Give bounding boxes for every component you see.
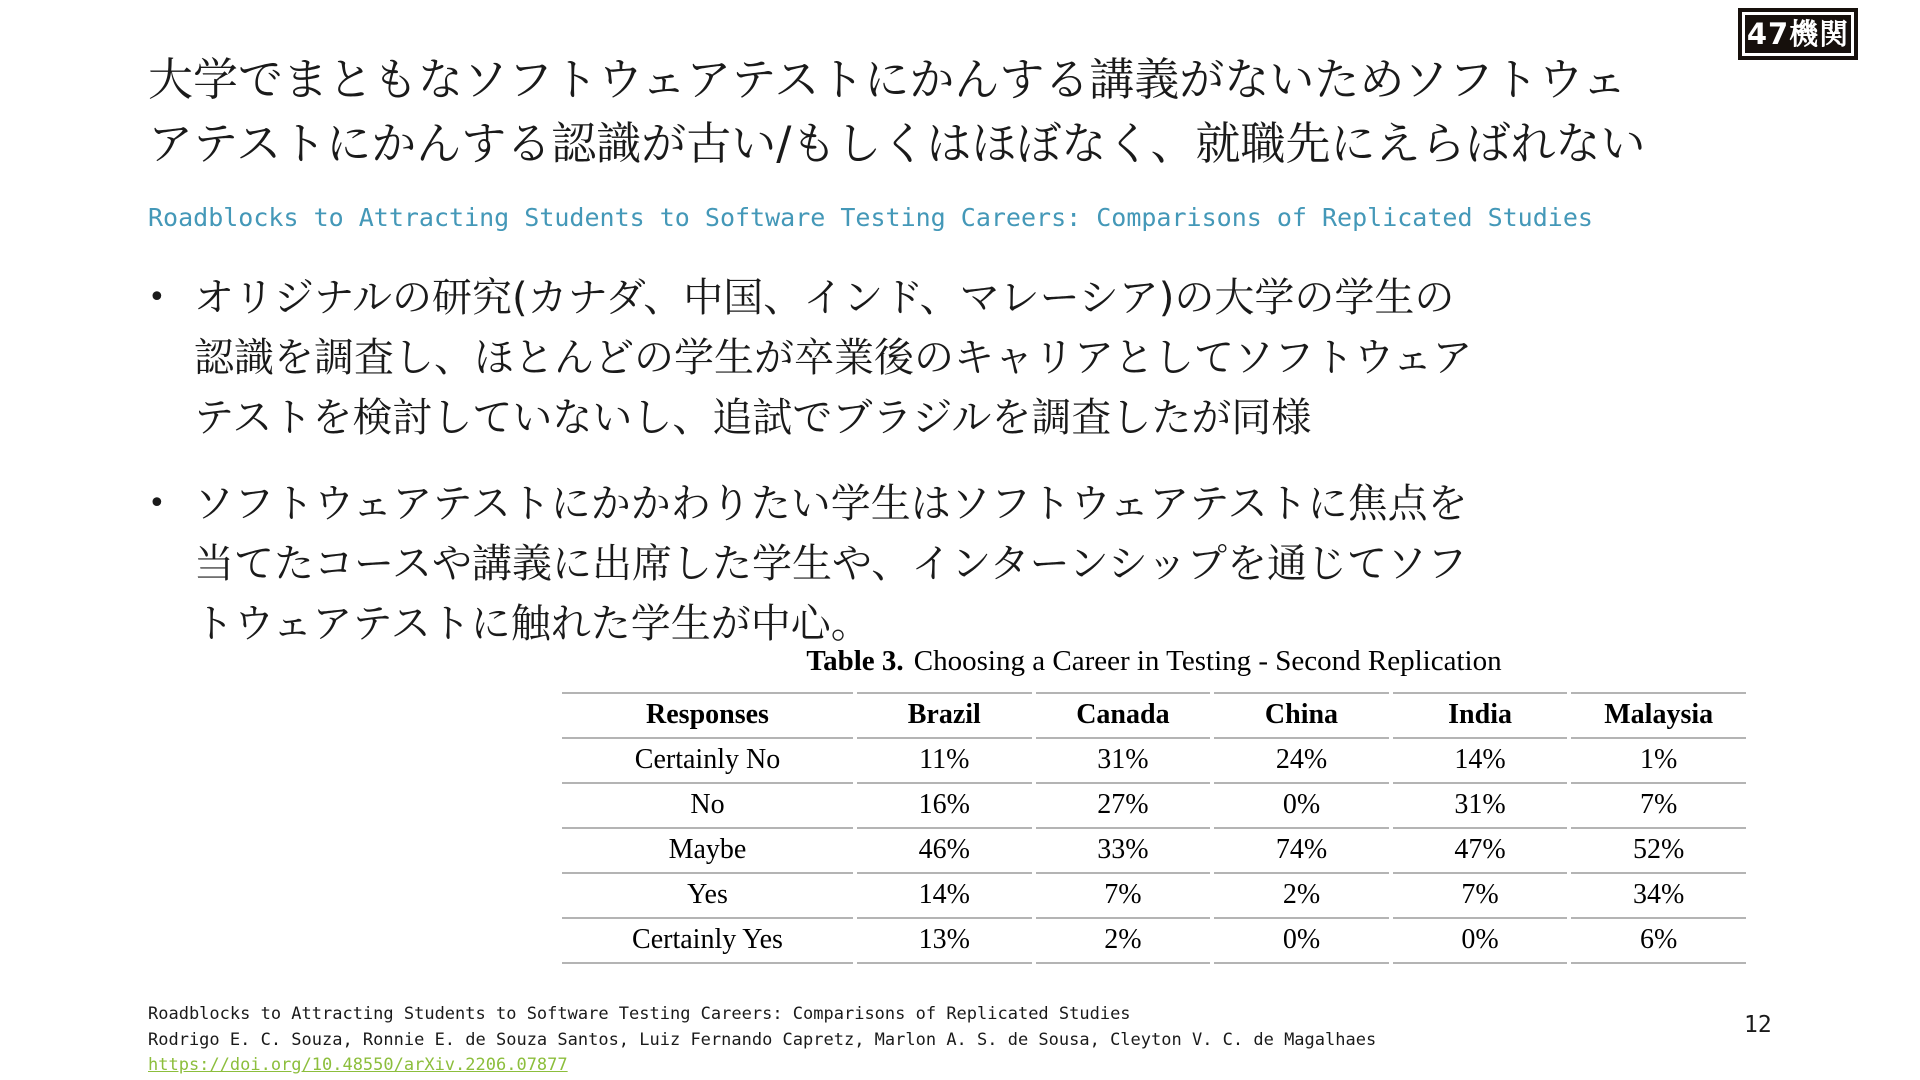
page-number: 12 xyxy=(1744,1012,1772,1038)
row-label: No xyxy=(562,782,853,827)
footer-authors: Rodrigo E. C. Souza, Ronnie E. de Souza Santos, Luiz Fernando Capretz, Marlon A. S. de Sousa, Cleyton V. C. de Magalhaes xyxy=(148,1029,1377,1050)
col-header-malaysia: Malaysia xyxy=(1571,692,1746,737)
cell-value: 7% xyxy=(1036,872,1211,917)
table-row xyxy=(562,872,1746,917)
bullet-item-2 xyxy=(148,474,1472,654)
cell-value: 0% xyxy=(1214,782,1389,827)
footer-citation xyxy=(148,1002,1376,1079)
career-choice-table xyxy=(558,692,1750,964)
cell-value: 34% xyxy=(1571,872,1746,917)
cell-value: 74% xyxy=(1214,827,1389,872)
table-row xyxy=(562,782,1746,827)
cell-value: 14% xyxy=(1393,737,1568,782)
bullet-marker: • xyxy=(148,280,166,315)
cell-value: 52% xyxy=(1571,827,1746,872)
slide-title-line-2: アテストにかんする認識が古い/もしくはほぼなく、就職先にえらばれない xyxy=(148,116,1646,170)
bullet-1-line-3: テストを検討していないし、追試でブラジルを調査したが同様 xyxy=(194,395,1312,441)
cell-value: 47% xyxy=(1393,827,1568,872)
paper-subtitle: Roadblocks to Attracting Students to Software Testing Careers: Comparisons of Replicated Studies xyxy=(148,203,1593,232)
bullet-2-line-2: 当てたコースや講義に出席した学生や、インターンシップを通じてソフ xyxy=(194,541,1467,587)
row-label: Yes xyxy=(562,872,853,917)
cell-value: 46% xyxy=(857,827,1032,872)
bullet-2-line-1: ソフトウェアテストにかかわりたい学生はソフトウェアテストに焦点を xyxy=(194,481,1468,527)
table-caption-label: Table 3. xyxy=(806,645,904,677)
cell-value: 31% xyxy=(1393,782,1568,827)
table-caption xyxy=(558,645,1750,678)
bullet-1-line-2: 認識を調査し、ほとんどの学生が卒業後のキャリアとしてソフトウェア xyxy=(194,335,1473,381)
slide-title-line-1: 大学でまともなソフトウェアテストにかんする講義がないためソフトウェ xyxy=(148,53,1627,106)
cell-value: 1% xyxy=(1571,737,1746,782)
slide-title xyxy=(148,48,1645,176)
footer-paper-title: Roadblocks to Attracting Students to Software Testing Careers: Comparisons of Replicated Studies xyxy=(148,1004,1131,1024)
col-header-responses: Responses xyxy=(562,692,853,737)
col-header-india: India xyxy=(1393,692,1568,737)
doi-link[interactable]: https://doi.org/10.48550/arXiv.2206.07877 xyxy=(148,1055,568,1075)
cell-value: 2% xyxy=(1214,872,1389,917)
cell-value: 2% xyxy=(1036,917,1211,964)
cell-value: 16% xyxy=(857,782,1032,827)
cell-value: 11% xyxy=(857,737,1032,782)
logo-text: 47機関 xyxy=(1746,16,1850,51)
cell-value: 6% xyxy=(1571,917,1746,964)
row-label: Certainly No xyxy=(562,737,853,782)
cell-value: 27% xyxy=(1036,782,1211,827)
bullet-marker: • xyxy=(148,486,166,521)
col-header-canada: Canada xyxy=(1036,692,1211,737)
cell-value: 33% xyxy=(1036,827,1211,872)
bullet-list xyxy=(148,268,1472,680)
col-header-china: China xyxy=(1214,692,1389,737)
circle-logo xyxy=(1738,8,1858,60)
cell-value: 0% xyxy=(1214,917,1389,964)
bullet-1-line-1: オリジナルの研究(カナダ、中国、インド、マレーシア)の大学の学生の xyxy=(194,275,1455,321)
table-caption-text: Choosing a Career in Testing - Second Replication xyxy=(913,645,1502,677)
cell-value: 14% xyxy=(857,872,1032,917)
table-row xyxy=(562,917,1746,964)
col-header-brazil: Brazil xyxy=(857,692,1032,737)
bullet-text xyxy=(194,474,1468,654)
table-header-row xyxy=(562,692,1746,737)
table-row xyxy=(562,737,1746,782)
cell-value: 0% xyxy=(1393,917,1568,964)
results-table-block xyxy=(558,645,1750,964)
bullet-2-line-3: トウェアテストに触れた学生が中心。 xyxy=(194,601,871,647)
bullet-item-1 xyxy=(148,268,1472,448)
cell-value: 7% xyxy=(1393,872,1568,917)
row-label: Maybe xyxy=(562,827,853,872)
bullet-text xyxy=(194,268,1472,448)
cell-value: 31% xyxy=(1036,737,1211,782)
table-row xyxy=(562,827,1746,872)
cell-value: 7% xyxy=(1571,782,1746,827)
footer-link-line xyxy=(148,1053,1376,1079)
cell-value: 24% xyxy=(1214,737,1389,782)
row-label: Certainly Yes xyxy=(562,917,853,964)
cell-value: 13% xyxy=(857,917,1032,964)
